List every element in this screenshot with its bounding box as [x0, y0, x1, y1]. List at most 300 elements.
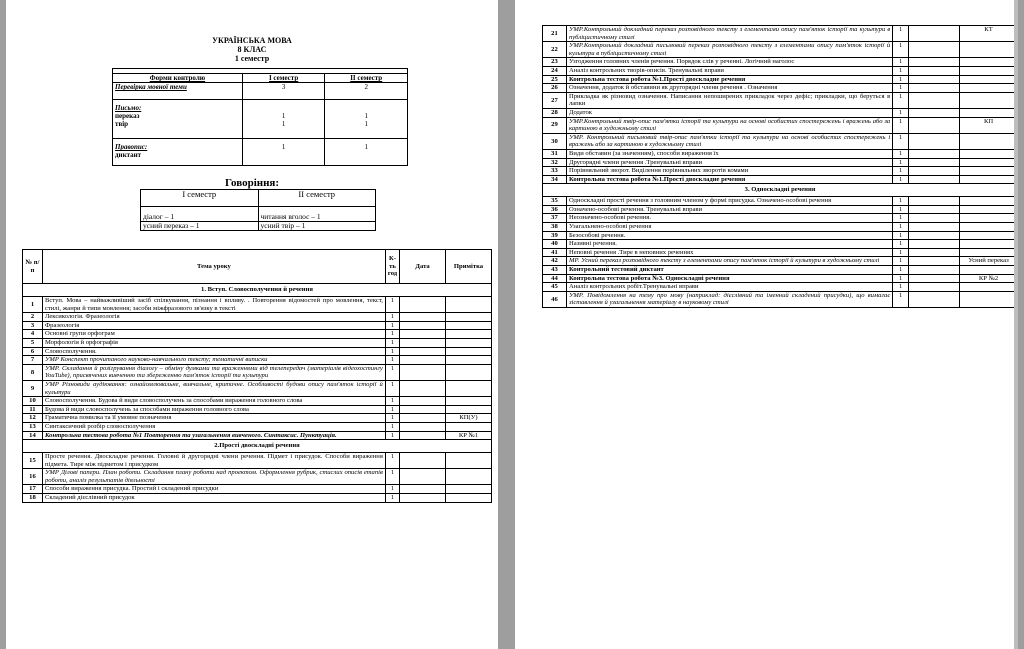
- lesson-date: [400, 494, 446, 503]
- lesson-note: [446, 397, 492, 406]
- lesson-hours: 1: [385, 494, 399, 503]
- lesson-hours: 1: [893, 197, 909, 206]
- lesson-note: [960, 248, 1018, 257]
- lesson-topic: Основні групи орфограм: [42, 330, 385, 339]
- lesson-date: [909, 291, 960, 307]
- lesson-note: [960, 223, 1018, 232]
- lesson-number: 40: [543, 240, 567, 249]
- lesson-hours: 1: [385, 422, 399, 431]
- lesson-date: [400, 364, 446, 380]
- lesson-note: [960, 66, 1018, 75]
- lesson-number: 43: [543, 266, 567, 275]
- section-title: 3. Односкладні речення: [543, 184, 1018, 197]
- lesson-date: [909, 167, 960, 176]
- control-row-label: [113, 100, 243, 139]
- lesson-note: КП(У): [446, 414, 492, 423]
- lesson-row: [543, 108, 1018, 117]
- lesson-number: 46: [543, 291, 567, 307]
- header-note: Примітка: [446, 250, 492, 284]
- lesson-topic: Додаток: [566, 108, 892, 117]
- lesson-row: [23, 330, 492, 339]
- lesson-hours: 1: [385, 485, 399, 494]
- control-row-label: Перевірка мовної теми: [113, 83, 243, 100]
- lesson-note: КР №1: [446, 431, 492, 440]
- control-value: 1: [364, 120, 368, 128]
- lesson-hours: 1: [385, 397, 399, 406]
- lesson-note: [960, 75, 1018, 84]
- lesson-note: [960, 197, 1018, 206]
- header-topic: Тема уроку: [42, 250, 385, 284]
- lesson-note: [446, 485, 492, 494]
- lesson-topic: Словосполучення. Будова й види словосполучень за способами вираження головного слова: [42, 397, 385, 406]
- lesson-row: [23, 347, 492, 356]
- lesson-date: [400, 347, 446, 356]
- lesson-note: [960, 158, 1018, 167]
- control-label-writing: Письмо:: [115, 104, 142, 112]
- lesson-hours: 1: [893, 58, 909, 67]
- control-row-value: 3: [242, 83, 325, 100]
- lesson-number: 29: [543, 117, 567, 133]
- document-semester: 1 семестр: [234, 54, 270, 63]
- lesson-number: 10: [23, 397, 43, 406]
- lesson-number: 8: [23, 364, 43, 380]
- control-row-value: 1: [242, 139, 325, 166]
- lesson-date: [909, 158, 960, 167]
- lesson-row: [543, 133, 1018, 149]
- lesson-topic: УМР.Контрольний докладний письмовий переказ розповідного тексту з елементами опису пам'яток історії й культури в публіцистичному стилі: [566, 42, 892, 58]
- lesson-number: 36: [543, 205, 567, 214]
- lesson-row: [23, 397, 492, 406]
- lesson-date: [909, 283, 960, 292]
- lesson-plan-table-left: [22, 249, 492, 503]
- lesson-row: [543, 26, 1018, 42]
- lesson-date: [909, 214, 960, 223]
- lesson-hours: 1: [385, 347, 399, 356]
- lesson-hours: 1: [893, 257, 909, 266]
- speaking-cell: усний твір – 1: [258, 222, 376, 231]
- lesson-number: 41: [543, 248, 567, 257]
- lesson-date: [400, 330, 446, 339]
- lesson-row: [543, 167, 1018, 176]
- lesson-date: [909, 84, 960, 93]
- lesson-note: [446, 330, 492, 339]
- speaking-cell: усний переказ – 1: [141, 222, 259, 231]
- lesson-row: [543, 84, 1018, 93]
- lesson-topic: Неозначено-особові речення.: [566, 214, 892, 223]
- lesson-number: 11: [23, 405, 43, 414]
- lesson-hours: 1: [893, 274, 909, 283]
- lesson-row: [543, 214, 1018, 223]
- lesson-number: 16: [23, 469, 43, 485]
- control-sub-label: твір: [115, 120, 129, 128]
- lesson-hours: 1: [893, 175, 909, 184]
- lesson-note: КП: [960, 117, 1018, 133]
- lesson-number: 45: [543, 283, 567, 292]
- lesson-row: [543, 92, 1018, 108]
- lesson-number: 31: [543, 149, 567, 158]
- lesson-note: [446, 494, 492, 503]
- section-row: [543, 184, 1018, 197]
- control-value: 1: [281, 120, 286, 128]
- lesson-hours: 1: [893, 248, 909, 257]
- lesson-hours: 1: [893, 149, 909, 158]
- section-row: [23, 284, 492, 297]
- lesson-date: [909, 205, 960, 214]
- lesson-row: [543, 75, 1018, 84]
- lesson-date: [909, 248, 960, 257]
- lesson-hours: 1: [893, 283, 909, 292]
- lesson-number: 33: [543, 167, 567, 176]
- lesson-note: [446, 313, 492, 322]
- lesson-date: [400, 397, 446, 406]
- lesson-note: [960, 240, 1018, 249]
- lesson-topic: Узагальнено-особові речення: [566, 223, 892, 232]
- lesson-row: [543, 66, 1018, 75]
- lesson-topic: УМР Конспект прочитаного науково-навчального тексту; тематичні виписки: [42, 356, 385, 365]
- lesson-row: [543, 58, 1018, 67]
- lesson-hours: 1: [385, 313, 399, 322]
- lesson-row: [543, 231, 1018, 240]
- lesson-row: [543, 248, 1018, 257]
- lesson-row: [23, 338, 492, 347]
- lesson-hours: 1: [893, 66, 909, 75]
- lesson-row: [23, 431, 492, 440]
- lesson-number: 23: [543, 58, 567, 67]
- lesson-number: 6: [23, 347, 43, 356]
- speaking-cell: діалог – 1: [141, 207, 259, 222]
- lesson-number: 39: [543, 231, 567, 240]
- lesson-date: [909, 117, 960, 133]
- lesson-topic: Морфологія й орфографія: [42, 338, 385, 347]
- lesson-hours: 1: [893, 92, 909, 108]
- lesson-note: [960, 149, 1018, 158]
- lesson-topic: Вступ. Мова – найважливіший засіб спілкування, пізнання і впливу. . Повторення відомостей про мовлення, текст, стилі, жанри й типи мовлення; засоби міжфразового зв'язку в тексті: [42, 297, 385, 313]
- control-header-s2: ІІ семестр: [325, 74, 408, 83]
- document-grade: 8 КЛАС: [237, 45, 267, 54]
- lesson-note: [960, 214, 1018, 223]
- lesson-date: [909, 197, 960, 206]
- lesson-hours: 1: [893, 84, 909, 93]
- lesson-hours: 1: [893, 117, 909, 133]
- lesson-note: [446, 422, 492, 431]
- lesson-number: 22: [543, 42, 567, 58]
- lesson-topic: Другорядні члени речення .Тренувальні вправи: [566, 158, 892, 167]
- lesson-date: [909, 175, 960, 184]
- lesson-topic: Словосполучення.: [42, 347, 385, 356]
- lesson-number: 14: [23, 431, 43, 440]
- lesson-date: [909, 257, 960, 266]
- lesson-hours: 1: [385, 330, 399, 339]
- lesson-note: [960, 283, 1018, 292]
- lesson-hours: 1: [385, 453, 399, 469]
- lesson-date: [909, 75, 960, 84]
- lesson-topic: Означення, додаток й обставини як другорядні члени речення . Означення: [566, 84, 892, 93]
- document-page-right: [515, 0, 1018, 649]
- lesson-number: 15: [23, 453, 43, 469]
- lesson-note: [446, 347, 492, 356]
- lesson-hours: 1: [385, 321, 399, 330]
- lesson-topic: Аналіз контрольних робіт.Тренувальні вправи: [566, 283, 892, 292]
- lesson-topic: Фразеологія: [42, 321, 385, 330]
- lesson-number: 35: [543, 197, 567, 206]
- lesson-number: 13: [23, 422, 43, 431]
- lesson-row: [23, 405, 492, 414]
- lesson-date: [909, 240, 960, 249]
- section-row: [23, 440, 492, 453]
- lesson-topic: УМР.Контрольний твір-опис пам'ятки історії та культури на основі особистих спостережень і вражень або за картиною в художньому стилі: [566, 117, 892, 133]
- lesson-row: [543, 257, 1018, 266]
- lesson-note: [446, 453, 492, 469]
- lesson-topic: Будова й види словосполучень за способами вираження головного слова: [42, 405, 385, 414]
- lesson-number: 7: [23, 356, 43, 365]
- lesson-date: [909, 66, 960, 75]
- lesson-number: 3: [23, 321, 43, 330]
- lesson-hours: 1: [893, 108, 909, 117]
- lesson-row: [543, 283, 1018, 292]
- lesson-topic: МР. Усний переказ розповідного тексту з елементами опису пам'яток історії й культури в художньому стилі: [566, 257, 892, 266]
- lesson-note: [960, 266, 1018, 275]
- header-number: № п/п: [23, 250, 43, 284]
- lesson-number: 26: [543, 84, 567, 93]
- lesson-date: [400, 338, 446, 347]
- lesson-date: [400, 321, 446, 330]
- lesson-note: [960, 231, 1018, 240]
- lesson-hours: 1: [385, 469, 399, 485]
- control-sub-label: переказ: [115, 112, 140, 120]
- lesson-note: [960, 42, 1018, 58]
- lesson-date: [400, 422, 446, 431]
- lesson-row: [23, 356, 492, 365]
- lesson-date: [909, 231, 960, 240]
- lesson-hours: 1: [893, 223, 909, 232]
- document-page-left: [6, 0, 498, 649]
- lesson-note: [446, 297, 492, 313]
- control-sub-label: диктант: [115, 151, 142, 159]
- control-forms-table: [112, 68, 408, 166]
- lesson-hours: 1: [385, 414, 399, 423]
- lesson-hours: 1: [893, 158, 909, 167]
- lesson-topic: Лексикологія. Фразеологія: [42, 313, 385, 322]
- lesson-number: 1: [23, 297, 43, 313]
- lesson-hours: 1: [893, 291, 909, 307]
- lesson-hours: 1: [893, 26, 909, 42]
- lesson-row: [543, 117, 1018, 133]
- lesson-hours: 1: [385, 338, 399, 347]
- lesson-number: 32: [543, 158, 567, 167]
- lesson-row: [543, 42, 1018, 58]
- lesson-topic: УМР. Контрольний письмовий твір-опис пам'ятки історії та культури на основі особистих спостережень і вражень або за картиною в художньому стилі: [566, 133, 892, 149]
- speaking-header-s1: І семестр: [141, 190, 259, 207]
- lesson-topic: УМР. Складання й розігрування діалогу – обміну думками та враженнями від телепередач (матеріалів відеохостингу YouTube), присвячених вивченню та збереженню пам'яток історії та культури: [42, 364, 385, 380]
- lesson-topic: Порівняльний зворот. Виділення порівняльних зворотів комами: [566, 167, 892, 176]
- lesson-note: КТ: [960, 26, 1018, 42]
- lesson-hours: 1: [385, 405, 399, 414]
- lesson-number: 2: [23, 313, 43, 322]
- lesson-topic: Контрольний тестовий диктант: [566, 266, 892, 275]
- lesson-note: [446, 321, 492, 330]
- lesson-note: [960, 291, 1018, 307]
- lesson-row: [23, 453, 492, 469]
- lesson-date: [400, 431, 446, 440]
- lesson-row: [543, 205, 1018, 214]
- lesson-row: [23, 321, 492, 330]
- lesson-date: [400, 469, 446, 485]
- lesson-number: 5: [23, 338, 43, 347]
- control-row-value: 1: [325, 139, 408, 166]
- lesson-row: [23, 297, 492, 313]
- lesson-number: 37: [543, 214, 567, 223]
- lesson-row: [543, 274, 1018, 283]
- lesson-row: [543, 197, 1018, 206]
- lesson-date: [400, 380, 446, 396]
- lesson-hours: 1: [385, 364, 399, 380]
- lesson-plan-table-right: [542, 25, 1018, 308]
- lesson-note: Усний переказ: [960, 257, 1018, 266]
- lesson-date: [400, 453, 446, 469]
- lesson-number: 4: [23, 330, 43, 339]
- page-scrollbar[interactable]: [1014, 0, 1018, 649]
- lesson-row: [23, 422, 492, 431]
- lesson-number: 27: [543, 92, 567, 108]
- lesson-note: [960, 205, 1018, 214]
- control-row-value: [325, 100, 408, 139]
- lesson-date: [909, 133, 960, 149]
- control-value: 1: [364, 112, 368, 120]
- lesson-number: 25: [543, 75, 567, 84]
- lesson-note: [960, 92, 1018, 108]
- lesson-number: 38: [543, 223, 567, 232]
- control-value: 1: [281, 112, 286, 120]
- lesson-date: [909, 266, 960, 275]
- lesson-note: [960, 58, 1018, 67]
- lesson-hours: 1: [893, 133, 909, 149]
- lesson-number: 34: [543, 175, 567, 184]
- lesson-hours: 1: [893, 266, 909, 275]
- control-header-s1: І семестр: [242, 74, 325, 83]
- lesson-hours: 1: [893, 167, 909, 176]
- lesson-row: [543, 291, 1018, 307]
- lesson-date: [909, 92, 960, 108]
- lesson-topic: Контрольна тестова робота №1.Прості двоскладне речення: [566, 75, 892, 84]
- lesson-topic: Синтаксичний розбір словосполучення: [42, 422, 385, 431]
- lesson-row: [543, 175, 1018, 184]
- lesson-row: [23, 485, 492, 494]
- lesson-date: [400, 356, 446, 365]
- lesson-note: [960, 108, 1018, 117]
- lesson-date: [909, 274, 960, 283]
- lesson-note: [446, 338, 492, 347]
- lesson-note: [446, 469, 492, 485]
- lesson-note: [446, 380, 492, 396]
- lesson-date: [400, 297, 446, 313]
- lesson-topic: Означено-особові речення. Тренувальні вправи: [566, 205, 892, 214]
- lesson-topic: Просте речення. Двоскладне речення. Головні й другорядні члени речення. Підмет і присудок. Способи вираження підмета. Тире між підметом і присудком: [42, 453, 385, 469]
- lesson-hours: 1: [385, 297, 399, 313]
- lesson-row: [23, 469, 492, 485]
- lesson-date: [909, 223, 960, 232]
- lesson-note: КР №2: [960, 274, 1018, 283]
- lesson-topic: Називні речення.: [566, 240, 892, 249]
- lesson-hours: 1: [893, 214, 909, 223]
- lesson-note: [446, 356, 492, 365]
- lesson-date: [909, 42, 960, 58]
- speaking-cell: читання вголос – 1: [258, 207, 376, 222]
- lesson-hours: 1: [893, 231, 909, 240]
- header-hours: К-ть год: [385, 250, 399, 284]
- control-row-label: [113, 139, 243, 166]
- lesson-topic: Контрольна тестова робота №1 Повторення та узагальнення вивченого. Синтаксис. Пунктуація.: [42, 431, 385, 440]
- lesson-row: [23, 494, 492, 503]
- lesson-date: [400, 405, 446, 414]
- lesson-number: 17: [23, 485, 43, 494]
- speaking-header-s2: ІІ семестр: [258, 190, 376, 207]
- lesson-row: [23, 313, 492, 322]
- lesson-number: 44: [543, 274, 567, 283]
- document-title: УКРАЇНСЬКА МОВА: [212, 36, 292, 45]
- lesson-number: 42: [543, 257, 567, 266]
- lesson-hours: 1: [385, 380, 399, 396]
- lesson-note: [960, 167, 1018, 176]
- lesson-hours: 1: [893, 75, 909, 84]
- lesson-hours: 1: [893, 240, 909, 249]
- lesson-topic: Неповні речення .Тире в неповних реченнях: [566, 248, 892, 257]
- lesson-topic: Прикладка як різновид означення. Написання непоширених прикладок через дефіс; прикладки, що беруться в лапки: [566, 92, 892, 108]
- lesson-row: [23, 380, 492, 396]
- lesson-topic: Аналіз контрольних творів-описів. Тренувальні вправи: [566, 66, 892, 75]
- lesson-note: [960, 84, 1018, 93]
- lesson-date: [909, 26, 960, 42]
- lesson-note: [446, 364, 492, 380]
- lesson-topic: УМР.Контрольний докладний переказ розповідного тексту з елементами опису пам'яток історії та культури в публіцистичному стилі: [566, 26, 892, 42]
- lesson-date: [400, 313, 446, 322]
- control-row-value: 2: [325, 83, 408, 100]
- section-title: 2.Прості двоскладні речення: [23, 440, 492, 453]
- header-date: Дата: [400, 250, 446, 284]
- lesson-row: [543, 149, 1018, 158]
- lesson-topic: УМР. Повідомлення на тему про мову (наприклад: дієслівний та іменний складений присудки), що вимагає зіставлення й узагальнення матеріалу в науковому стилі: [566, 291, 892, 307]
- lesson-date: [909, 149, 960, 158]
- lesson-hours: 1: [893, 205, 909, 214]
- lesson-date: [400, 414, 446, 423]
- lesson-topic: УМР Різновиди аудіювання: ознайомлювальне, вивчальне, критичне. Особливості будови опису пам'яток історії й культури: [42, 380, 385, 396]
- control-header-forms: Форми контролю: [113, 74, 243, 83]
- lesson-hours: 1: [385, 431, 399, 440]
- lesson-row: [543, 158, 1018, 167]
- lesson-topic: Способи вираження присудка. Простий і складений присудки: [42, 485, 385, 494]
- lesson-number: 18: [23, 494, 43, 503]
- lesson-topic: Безособові речення.: [566, 231, 892, 240]
- lesson-topic: Складений дієслівний присудок: [42, 494, 385, 503]
- lesson-topic: Контрольна тестова робота №3. Односкладні речення: [566, 274, 892, 283]
- control-label-spelling: Правопис:: [115, 143, 148, 151]
- lesson-date: [400, 485, 446, 494]
- lesson-topic: Узгодження головних членів речення. Порядок слів у реченні. Логічний наголос: [566, 58, 892, 67]
- speaking-title: Говоріння:: [224, 177, 280, 189]
- lesson-note: [960, 175, 1018, 184]
- lesson-topic: Граматична помилка та її умовне позначення: [42, 414, 385, 423]
- lesson-note: [960, 133, 1018, 149]
- lesson-number: 21: [543, 26, 567, 42]
- lesson-hours: 1: [893, 42, 909, 58]
- lesson-number: 24: [543, 66, 567, 75]
- lesson-number: 9: [23, 380, 43, 396]
- lesson-number: 28: [543, 108, 567, 117]
- lesson-date: [909, 108, 960, 117]
- lesson-topic: Контрольна тестова робота №1.Прості двоскладне речення: [566, 175, 892, 184]
- control-row-value: [242, 100, 325, 139]
- lesson-hours: 1: [385, 356, 399, 365]
- lesson-note: [446, 405, 492, 414]
